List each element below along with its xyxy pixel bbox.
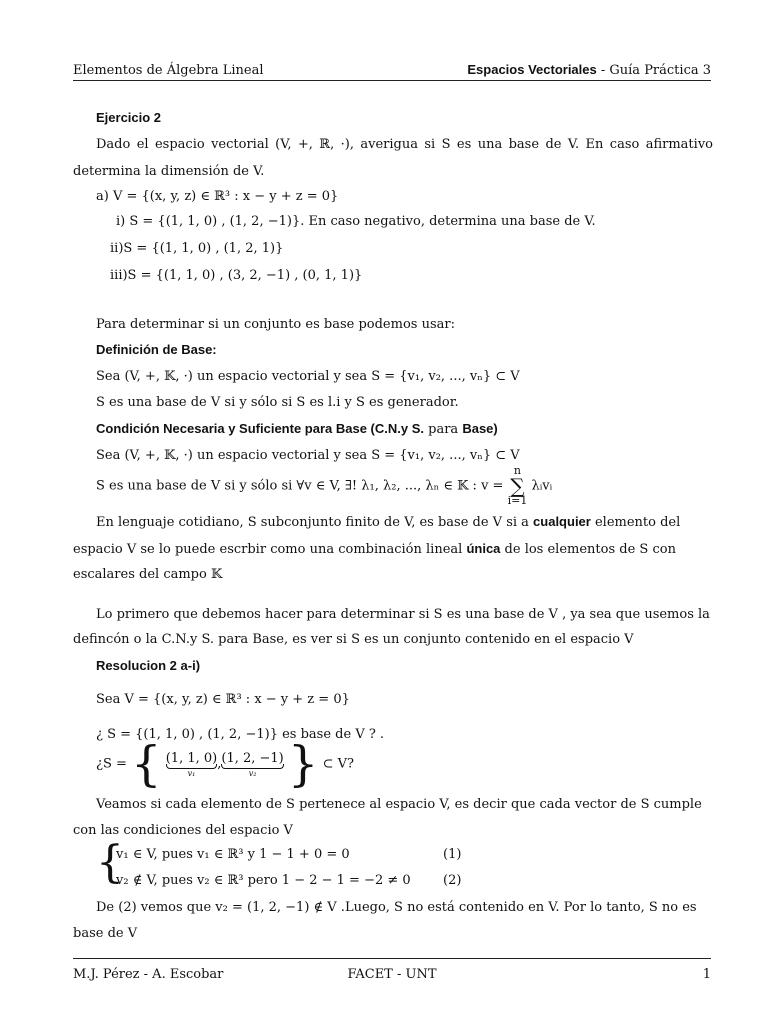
sum-upper: n	[513, 464, 521, 477]
right-brace: }	[287, 736, 319, 792]
system-line-1: v₁ ∈ V, pues v₁ ∈ ℝ³ y 1 − 1 + 0 = 0	[116, 847, 350, 862]
q2-v1: (1, 1, 0)	[165, 750, 218, 766]
condition-line-2-text: S es una base de V si y sólo si ∀v ∈ V, ∃! λ₁, λ₂, ..., λₙ ∈ 𝕂 : v =	[96, 478, 504, 494]
footer-page-number: 1	[702, 967, 711, 982]
item-a: a) V = {(x, y, z) ∈ ℝ³ : x − y + z = 0}	[96, 189, 339, 204]
q2-v1-label: v₁	[187, 768, 196, 778]
primero-line-2: defincón o la C.N.y S. para Base, es ver si S es un conjunto contenido en el espacio V	[73, 632, 634, 647]
condition-title-a: Condición Necesaria y Suficiente para Base (C.N.y S.	[96, 421, 425, 436]
q2-pre: ¿S =	[96, 756, 127, 772]
lenguaje-1b: cualquier	[533, 514, 591, 529]
footer-center: FACET - UNT	[347, 967, 437, 982]
lenguaje-1c: elemento del	[590, 515, 681, 530]
conclusion-line-2: base de V	[73, 926, 138, 941]
lenguaje-2c: de los elementos de S con	[500, 542, 676, 557]
question-2	[96, 736, 354, 794]
item-ii: ii)S = {(1, 1, 0) , (1, 2, 1)}	[110, 241, 284, 256]
condition-line-1: Sea (V, +, 𝕂, ·) un espacio vectorial y sea S = {v₁, v₂, ..., vₙ} ⊂ V	[96, 448, 520, 463]
system-line-1-number: (1)	[443, 847, 462, 862]
q2-v2: (1, 2, −1)	[221, 750, 284, 766]
sum-symbol: ∑	[510, 474, 525, 498]
header-right	[467, 62, 711, 78]
conclusion-line-1: De (2) vemos que v₂ = (1, 2, −1) ∉ V .Luego, S no está contenido en V. Por lo tanto, S no es	[96, 900, 697, 915]
page-footer	[73, 958, 711, 982]
q2-v2-label: v₂	[248, 768, 257, 778]
condition-title-b: para	[424, 422, 463, 437]
v1-underbrace	[166, 751, 218, 778]
lenguaje-line-3: escalares del campo 𝕂	[73, 567, 223, 582]
lenguaje-1a: En lenguaje cotidiano, S subconjunto finito de V, es base de V si a	[96, 515, 534, 530]
definition-line-2: S es una base de V si y sólo si S es l.i y S es generador.	[96, 395, 459, 410]
ejercicio-title: Ejercicio 2	[96, 110, 162, 125]
definition-title: Definición de Base:	[96, 342, 217, 357]
item-iii: iii)S = {(1, 1, 0) , (3, 2, −1) , (0, 1, 1)}	[110, 268, 363, 283]
intro-line-1: Dado el espacio vectorial (V, +, ℝ, ·), averigua si S es una base de V. En caso afirmativo	[96, 137, 713, 152]
lenguaje-line-2	[73, 541, 676, 557]
header-left: Elementos de Álgebra Lineal	[73, 63, 264, 78]
system-line-2-number: (2)	[443, 873, 462, 888]
system-line-2: v₂ ∉ V, pues v₂ ∈ ℝ³ pero 1 − 2 − 1 = −2 ≠ 0	[116, 873, 411, 888]
page-header	[73, 58, 711, 81]
condition-title-c: Base)	[462, 421, 498, 436]
question-1: ¿ S = {(1, 1, 0) , (1, 2, −1)} es base de V ? .	[96, 727, 385, 742]
condition-title	[96, 421, 498, 437]
sum-lower: i=1	[507, 494, 528, 507]
veamos-line-2: con las condiciones del espacio V	[73, 823, 293, 838]
q2-comma: ,	[217, 756, 222, 772]
definition-line-1: Sea (V, +, 𝕂, ·) un espacio vectorial y sea S = {v₁, v₂, ..., vₙ} ⊂ V	[96, 369, 520, 384]
lenguaje-line-1	[96, 514, 680, 530]
condition-line-2	[96, 466, 552, 506]
sum-term: λᵢvᵢ	[531, 478, 553, 494]
system-brace: {	[96, 837, 124, 888]
footer-left: M.J. Pérez - A. Escobar	[73, 967, 224, 982]
para-determinar: Para determinar si un conjunto es base podemos usar:	[96, 317, 455, 332]
lenguaje-2b: única	[466, 541, 501, 556]
v2-underbrace	[221, 751, 283, 778]
resolucion-title: Resolucion 2 a-i)	[96, 658, 201, 673]
left-brace: {	[131, 736, 162, 792]
intro-line-2: determina la dimensión de V.	[73, 164, 265, 179]
q2-post: ⊂ V?	[322, 756, 354, 772]
summation	[508, 466, 528, 506]
header-right-bold: Espacios Vectoriales	[467, 62, 597, 77]
header-right-rest: - Guía Práctica 3	[596, 63, 711, 78]
primero-line-1: Lo primero que debemos hacer para determinar si S es una base de V , ya sea que usemos la	[96, 607, 710, 622]
veamos-line-1: Veamos si cada elemento de S pertenece al espacio V, es decir que cada vector de S cumple	[96, 797, 702, 812]
item-i: i) S = {(1, 1, 0) , (1, 2, −1)}. En caso negativo, determina una base de V.	[116, 214, 596, 229]
sea-v: Sea V = {(x, y, z) ∈ ℝ³ : x − y + z = 0}	[96, 692, 350, 707]
lenguaje-2a: espacio V se lo puede escrbir como una combinación lineal	[73, 542, 467, 557]
